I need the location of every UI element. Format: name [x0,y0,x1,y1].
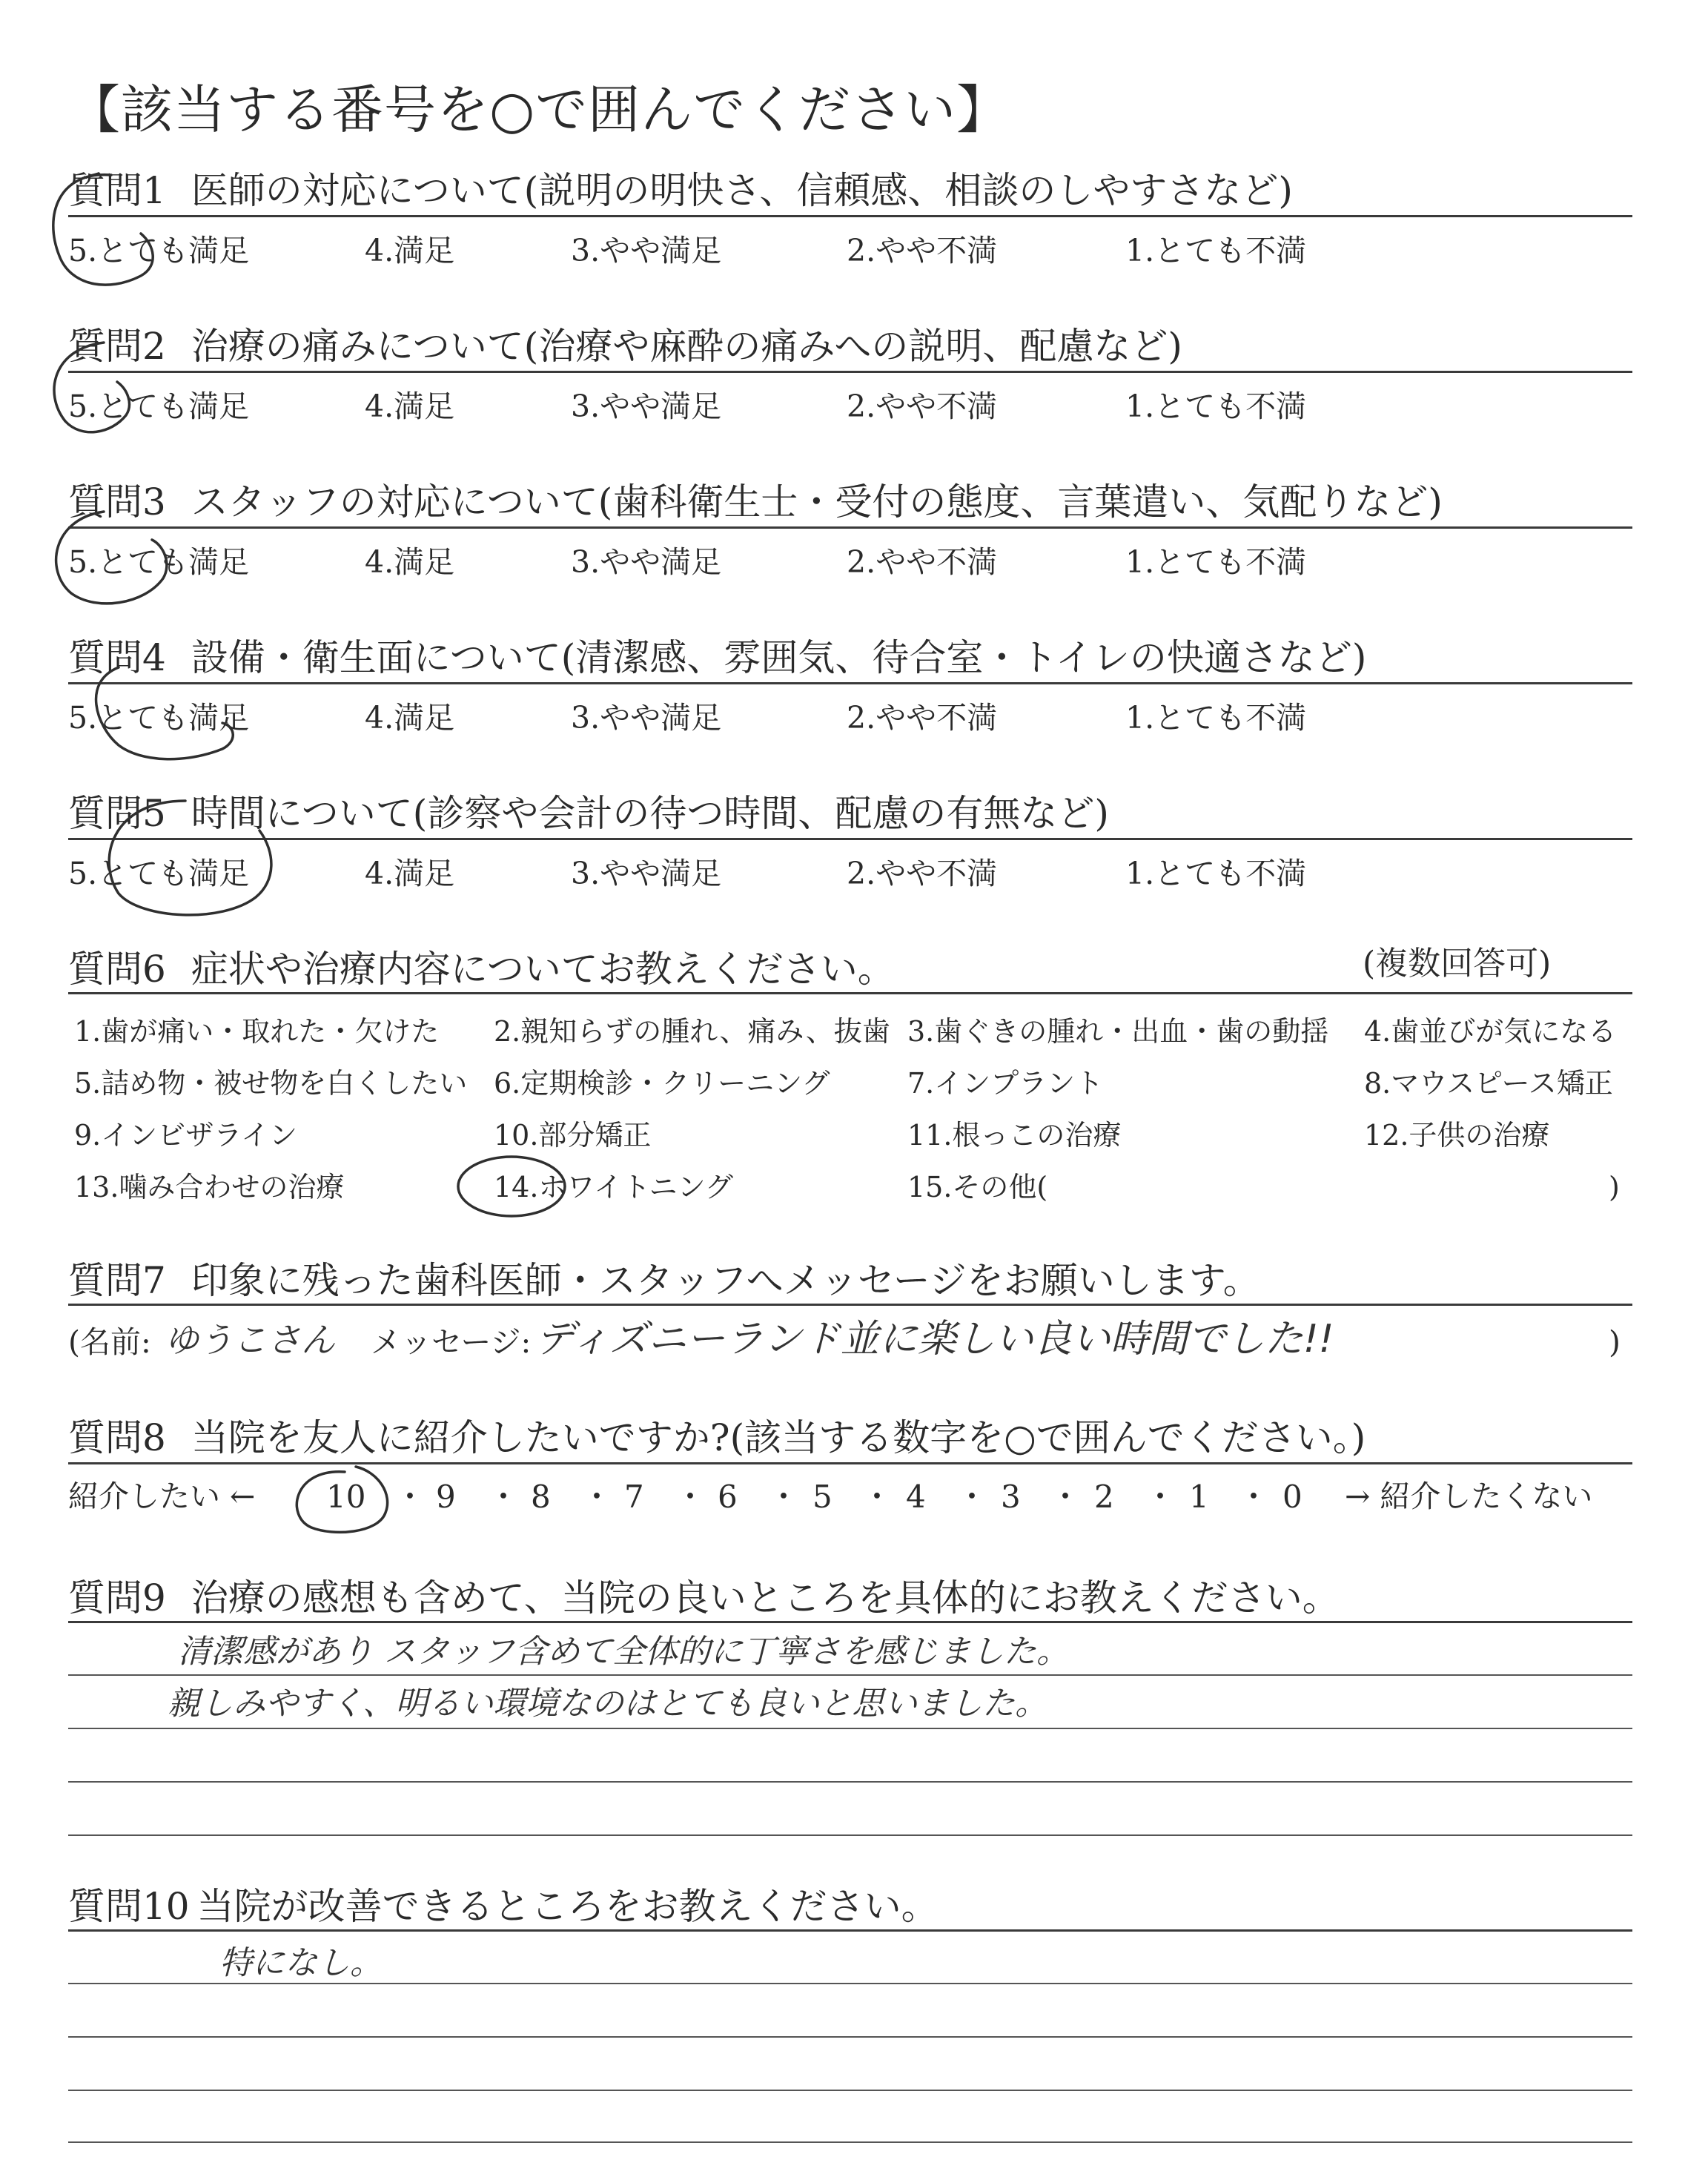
message-answer[interactable]: ディズニーランド並に楽しい良い時間でした!! [535,1317,1334,1361]
q6-other-close-paren: ) [1609,1171,1620,1203]
scale-4[interactable]: 4 [906,1479,926,1515]
question-2 [68,325,1182,368]
answer-line [68,1781,1632,1783]
q5-option-4[interactable]: 4.満足 [365,856,455,891]
scale-9[interactable]: 9 [436,1479,456,1515]
question-number: 質問10 [68,1885,190,1928]
q1-option-5[interactable]: 5.とても満足 [68,233,250,268]
question-text: 治療の痛みについて(治療や麻酔の痛みへの説明、配慮など) [191,325,1182,368]
answer-line [68,2090,1632,2091]
q6-option-6[interactable]: 6.定期検診・クリーニング [494,1067,830,1100]
divider [68,1929,1632,1932]
q6-option-5[interactable]: 5.詰め物・被せ物を白くしたい [74,1067,468,1100]
q6-option-14[interactable]: 14.ホワイトニング [494,1171,734,1203]
question-number: 質問7 [68,1259,166,1302]
question-text: 印象に残った歯科医師・スタッフへメッセージをお願いします。 [191,1259,1260,1302]
question-text: 当院が改善できるところをお教えください。 [196,1885,939,1928]
question-text: 設備・衛生面について(清潔感、雰囲気、待合室・トイレの快適さなど) [191,636,1367,679]
answer-line [68,1834,1632,1836]
scale-dot: ・ [1145,1479,1176,1515]
q6-option-10[interactable]: 10.部分矯正 [494,1119,652,1152]
q6-option-4[interactable]: 4.歯並びが気になる [1364,1015,1617,1048]
divider [68,992,1632,994]
answer-line [68,2036,1632,2038]
scale-dot: ・ [394,1479,426,1515]
q3-option-5[interactable]: 5.とても満足 [68,544,250,580]
divider [68,1462,1632,1464]
scale-dot: ・ [488,1479,520,1515]
message-close-paren: ) [1609,1324,1621,1360]
question-5 [68,792,1109,835]
q6-option-15[interactable]: 15.その他( [907,1171,1048,1203]
q9-answer-line-2[interactable]: 親しみやすく、明るい環境なのはとても良いと思いました。 [168,1685,1048,1723]
question-number: 質問4 [68,636,166,679]
q1-option-1[interactable]: 1.とても不満 [1125,233,1307,268]
q2-option-3[interactable]: 3.やや満足 [571,389,722,424]
message-label: メッセージ: [371,1324,532,1360]
question-text: 症状や治療内容についてお教えください。 [191,948,895,991]
scale-8[interactable]: 8 [531,1479,551,1515]
q6-option-8[interactable]: 8.マウスピース矯正 [1364,1067,1613,1100]
scale-dot: ・ [581,1479,613,1515]
q3-option-2[interactable]: 2.やや不満 [847,544,998,580]
q6-option-1[interactable]: 1.歯が痛い・取れた・欠けた [74,1015,440,1048]
scale-2[interactable]: 2 [1094,1479,1114,1515]
divider [68,838,1632,840]
question-number: 質問1 [68,169,166,212]
answer-line [68,1983,1632,1984]
answer-line [68,1674,1632,1676]
divider [68,1304,1632,1306]
question-4 [68,636,1367,679]
q1-option-3[interactable]: 3.やや満足 [571,233,722,268]
question-text: 医師の対応について(説明の明快さ、信頼感、相談のしやすさなど) [191,169,1293,212]
scale-dot: ・ [861,1479,893,1515]
divider [68,1621,1632,1623]
divider [68,526,1632,529]
q6-option-3[interactable]: 3.歯ぐきの腫れ・出血・歯の動揺 [907,1015,1329,1048]
q1-option-2[interactable]: 2.やや不満 [847,233,998,268]
divider [68,371,1632,373]
question-9 [68,1576,1340,1619]
q10-answer-line-1[interactable]: 特になし。 [219,1944,383,1982]
question-1 [68,169,1293,212]
scale-0[interactable]: 0 [1282,1479,1302,1515]
question-number: 質問6 [68,948,166,991]
scale-3[interactable]: 3 [1001,1479,1021,1515]
q3-option-4[interactable]: 4.満足 [365,544,455,580]
q6-option-11[interactable]: 11.根っこの治療 [907,1119,1122,1152]
question-7 [68,1259,1260,1302]
question-text: 時間について(診察や会計の待つ時間、配慮の有無など) [191,792,1109,835]
scale-dot: ・ [768,1479,800,1515]
q2-option-5[interactable]: 5.とても満足 [68,389,250,424]
question-text: 当院を友人に紹介したいですか?(該当する数字を○で囲んでください。) [191,1416,1366,1459]
scale-10[interactable]: 10 [326,1479,366,1515]
scale-dot: ・ [1238,1479,1270,1515]
answer-line [68,2141,1632,2143]
q2-option-1[interactable]: 1.とても不満 [1125,389,1307,424]
q4-option-3[interactable]: 3.やや満足 [571,700,722,736]
multiple-answer-note: (複数回答可) [1363,945,1552,982]
q4-option-4[interactable]: 4.満足 [365,700,455,736]
question-number: 質問5 [68,792,166,835]
scale-1[interactable]: 1 [1189,1479,1209,1515]
question-number: 質問9 [68,1576,166,1619]
recommend-label: 紹介したい ← [68,1479,256,1514]
question-8 [68,1416,1366,1459]
q3-option-3[interactable]: 3.やや満足 [571,544,722,580]
question-number: 質問3 [68,480,166,524]
question-text: スタッフの対応について(歯科衛生士・受付の態度、言葉遣い、気配りなど) [191,480,1443,524]
q4-option-1[interactable]: 1.とても不満 [1125,700,1307,736]
scale-5[interactable]: 5 [812,1479,833,1515]
name-answer[interactable]: ゆうこさん [165,1320,335,1360]
question-number: 質問2 [68,325,166,368]
q2-option-2[interactable]: 2.やや不満 [847,389,998,424]
name-open-label: (名前: [68,1324,151,1360]
q6-option-13[interactable]: 13.噛み合わせの治療 [74,1171,345,1203]
divider [68,215,1632,217]
divider [68,682,1632,684]
question-3 [68,480,1443,524]
q1-option-4[interactable]: 4.満足 [365,233,455,268]
scale-6[interactable]: 6 [718,1479,738,1515]
answer-line [68,1728,1632,1729]
scale-7[interactable]: 7 [624,1479,644,1515]
q6-option-7[interactable]: 7.インプラント [907,1067,1104,1100]
scale-dot: ・ [1050,1479,1082,1515]
question-6 [68,948,895,991]
q9-answer-line-1[interactable]: 清潔感があり スタッフ含めて全体的に丁寧さを感じました。 [178,1633,1069,1671]
q6-option-2[interactable]: 2.親知らずの腫れ、痛み、抜歯 [494,1015,890,1048]
question-10 [68,1885,939,1928]
q4-option-2[interactable]: 2.やや不満 [847,700,998,736]
q5-option-3[interactable]: 3.やや満足 [571,856,722,891]
question-number: 質問8 [68,1416,166,1459]
not-recommend-label: → 紹介したくない [1345,1479,1593,1514]
q5-option-1[interactable]: 1.とても不満 [1125,856,1307,891]
q4-option-5[interactable]: 5.とても満足 [68,700,250,736]
scale-dot: ・ [956,1479,988,1515]
form-header: 【該当する番号を○で囲んでください】 [68,79,1010,140]
q6-option-9[interactable]: 9.インビザライン [74,1119,298,1152]
scale-dot: ・ [675,1479,706,1515]
q5-option-5[interactable]: 5.とても満足 [68,856,250,891]
q6-option-12[interactable]: 12.子供の治療 [1364,1119,1550,1152]
q5-option-2[interactable]: 2.やや不満 [847,856,998,891]
question-text: 治療の感想も含めて、当院の良いところを具体的にお教えください。 [191,1576,1340,1619]
q3-option-1[interactable]: 1.とても不満 [1125,544,1307,580]
q2-option-4[interactable]: 4.満足 [365,389,455,424]
